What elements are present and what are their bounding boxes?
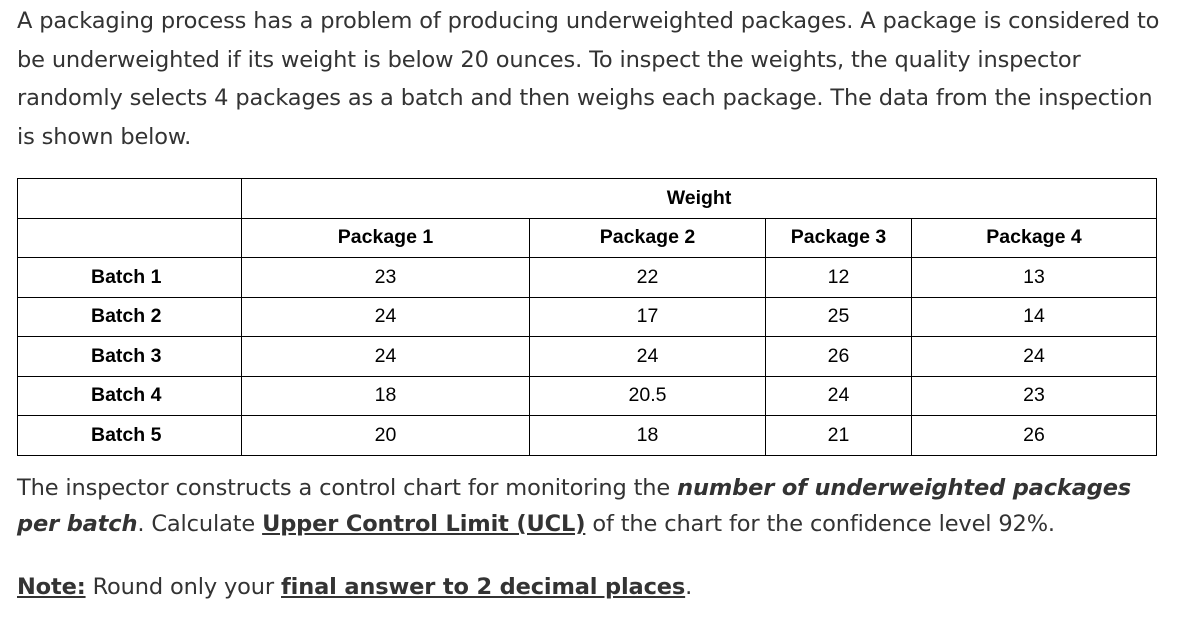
weight-cell: 25 <box>766 297 912 337</box>
corner-cell <box>18 179 242 219</box>
column-header: Package 3 <box>766 218 912 258</box>
table-row <box>18 416 1157 456</box>
weight-cell: 12 <box>766 258 912 298</box>
table-row <box>18 337 1157 377</box>
column-header: Package 4 <box>912 218 1157 258</box>
weight-cell: 23 <box>912 376 1157 416</box>
problem-intro: A packaging process has a problem of producing underweighted packages. A package is considered to be underweighted if its weight is below 20 ounces. To inspect the weights, the quality inspector randomly selects 4 packages as a batch and then weighs each package. The data from the inspection is shown below. <box>17 8 1160 150</box>
weight-cell: 24 <box>242 297 530 337</box>
weight-cell: 20.5 <box>530 376 766 416</box>
weight-cell: 24 <box>912 337 1157 377</box>
weight-cell: 17 <box>530 297 766 337</box>
note-label: Note: <box>17 574 86 600</box>
weight-cell: 23 <box>242 258 530 298</box>
batch-label: Batch 3 <box>18 337 242 377</box>
weight-cell: 24 <box>242 337 530 377</box>
table-group-header-row <box>18 179 1157 219</box>
question-emphasis: number of underweighted packages per batch <box>17 475 1132 537</box>
weight-cell: 18 <box>530 416 766 456</box>
batch-label: Batch 1 <box>18 258 242 298</box>
weight-cell: 13 <box>912 258 1157 298</box>
weight-cell: 21 <box>766 416 912 456</box>
weight-cell: 14 <box>912 297 1157 337</box>
note-part: . <box>685 574 693 600</box>
note-emphasis: final answer to 2 decimal places <box>281 574 686 600</box>
weight-cell: 24 <box>530 337 766 377</box>
ucl-term: Upper Control Limit (UCL) <box>262 511 586 537</box>
weight-cell: 24 <box>766 376 912 416</box>
question-part: . Calculate <box>137 511 263 537</box>
weight-cell: 26 <box>766 337 912 377</box>
question-text <box>17 470 1167 542</box>
batch-label: Batch 5 <box>18 416 242 456</box>
weight-cell: 18 <box>242 376 530 416</box>
question-part: of the chart for the confidence level 92%. <box>585 511 1055 537</box>
corner-cell <box>18 218 242 258</box>
weights-table <box>17 178 1157 456</box>
batch-label: Batch 2 <box>18 297 242 337</box>
batch-label: Batch 4 <box>18 376 242 416</box>
table-row <box>18 297 1157 337</box>
weight-cell: 20 <box>242 416 530 456</box>
weight-cell: 22 <box>530 258 766 298</box>
column-header: Package 1 <box>242 218 530 258</box>
column-header: Package 2 <box>530 218 766 258</box>
table-column-header-row <box>18 218 1157 258</box>
weight-header: Weight <box>242 179 1157 219</box>
table-row <box>18 376 1157 416</box>
question-part: The inspector constructs a control chart for monitoring the <box>17 475 678 501</box>
note-part: Round only your <box>85 574 281 600</box>
note-text <box>17 569 692 605</box>
weight-cell: 26 <box>912 416 1157 456</box>
table-row <box>18 258 1157 298</box>
